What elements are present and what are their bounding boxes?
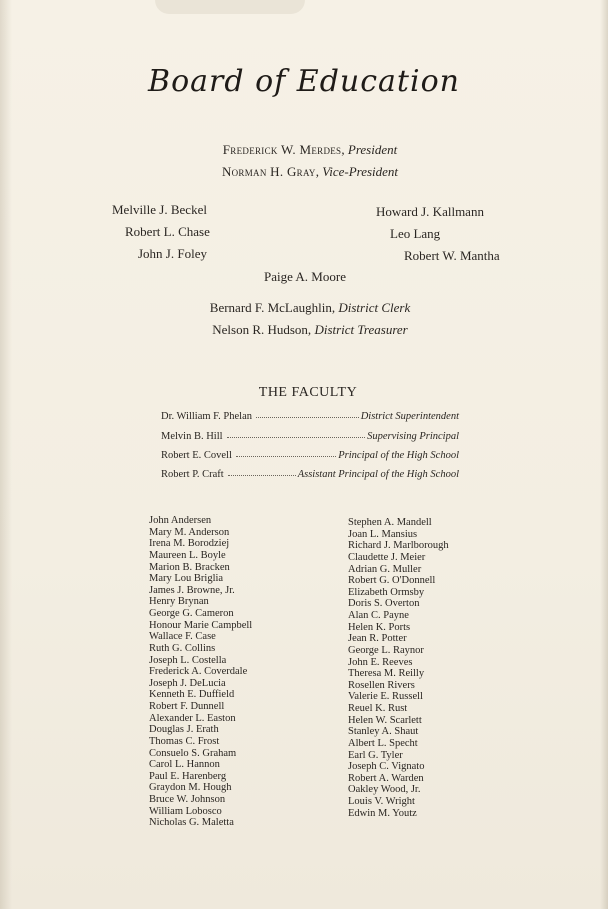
district-treasurer-name: Nelson R. Hudson, [212,322,312,337]
district-clerk-line [0,300,608,316]
faculty-list-right [348,517,449,819]
faculty-member: Stephen A. Mandell [348,517,432,528]
faculty-member: Marion B. Bracken [149,561,230,573]
paper-stain [155,0,305,14]
faculty-member: Douglas J. Erath [149,724,219,736]
faculty-member: Valerie E. Russell [348,691,423,703]
faculty-member: Claudette J. Meier [348,551,426,563]
admin-row [161,411,459,422]
admin-role: District Superintendent [360,411,459,422]
faculty-member: Joseph J. DeLucia [149,677,226,689]
leader-dots [228,469,296,476]
faculty-member: Oakley Wood, Jr. [348,784,421,796]
faculty-member: Graydon M. Hough [149,782,232,794]
faculty-member: Irena M. Borodziej [149,538,230,550]
faculty-member: Kenneth E. Duffield [149,689,235,701]
admin-role: Supervising Principal [367,431,459,442]
faculty-member: Carol L. Hannon [149,759,220,771]
admin-row [161,450,459,461]
faculty-member: Ruth G. Collins [149,642,216,654]
faculty-member: Albert L. Specht [348,737,418,749]
faculty-member: Mary Lou Briglia [149,573,224,585]
vice-president-line: Norman H. Gray, Vice-President [221,164,399,179]
faculty-member: Helen W. Scarlett [348,714,422,726]
faculty-member: Louis V. Wright [348,796,415,807]
faculty-member: Robert G. O'Donnell [348,575,436,587]
admin-name: Robert P. Craft [161,469,224,480]
faculty-member: James J. Browne, Jr. [149,584,235,596]
admin-name: Melvin B. Hill [161,431,223,442]
faculty-member: Doris S. Overton [348,598,420,610]
faculty-member: Joan L. Mansius [348,528,418,540]
member-left-1: Melville J. Beckel [112,202,207,217]
faculty-member: Thomas C. Frost [149,735,220,747]
district-treasurer-line [0,322,608,338]
admin-role: Assistant Principal of the High School [297,469,459,480]
president-role: President [347,142,398,157]
member-right-3: Robert W. Mantha [404,248,500,263]
faculty-member: Joseph C. Vignato [348,761,425,773]
faculty-list-left [149,515,252,829]
faculty-member: Theresa M. Reilly [348,668,425,680]
member-right-1: Howard J. Kallmann [376,204,484,219]
admin-name: Dr. William F. Phelan [161,411,252,422]
faculty-member: Joseph L. Costella [149,654,227,666]
faculty-member: Earl G. Tyler [348,749,403,761]
vice-president-role: Vice-President [322,164,399,179]
faculty-member: Nicholas G. Maletta [149,817,234,829]
faculty-member: Wallace F. Case [149,631,216,643]
vice-president-name: Norman H. Gray [221,164,316,179]
member-center: Paige A. Moore [264,269,346,284]
faculty-member: John Andersen [149,515,212,526]
district-treasurer-role: District Treasurer [314,322,408,337]
member-right-2: Leo Lang [390,226,441,241]
page-title: Board of Education [148,64,460,99]
member-left-2: Robert L. Chase [125,224,210,239]
faculty-member: John E. Reeves [348,656,413,668]
faculty-member: William Lobosco [149,805,222,817]
faculty-member: Frederick A. Coverdale [149,666,248,678]
admin-role: Principal of the High School [338,450,459,461]
faculty-member: Adrian G. Muller [348,563,422,575]
faculty-member: George L. Raynor [348,644,424,656]
faculty-member: Honour Marie Campbell [149,619,253,631]
faculty-member: Alexander L. Easton [149,712,236,724]
admin-row [161,431,459,442]
faculty-heading: THE FACULTY [258,385,358,400]
leader-dots [236,450,336,457]
admin-name: Robert E. Covell [161,450,232,461]
leader-dots [256,411,359,418]
leader-dots [227,431,366,438]
faculty-member: George G. Cameron [149,608,234,619]
faculty-member: Rosellen Rivers [348,679,415,691]
faculty-member: Edwin M. Youtz [348,807,417,819]
faculty-member: Consuelo S. Graham [149,747,237,759]
faculty-member: Robert F. Dunnell [149,701,225,712]
admin-row [161,469,459,480]
faculty-member: Robert A. Warden [348,772,424,784]
faculty-member: Stanley A. Shaut [348,726,419,738]
president-line: Frederick W. Merdes, President [222,142,398,157]
faculty-member: Mary M. Anderson [149,526,230,538]
faculty-member: Richard J. Marlborough [348,540,449,552]
faculty-member: Elizabeth Ormsby [348,586,425,598]
faculty-member: Reuel K. Rust [348,703,408,714]
member-left-3: John J. Foley [138,246,207,261]
faculty-member: Maureen L. Boyle [149,549,226,561]
faculty-member: Bruce W. Johnson [149,794,226,805]
faculty-member: Helen K. Ports [348,621,411,633]
faculty-member: Paul E. Harenberg [149,770,227,782]
faculty-member: Jean R. Potter [348,633,407,645]
district-clerk-role: District Clerk [338,300,411,315]
president-name: Frederick W. Merdes [222,142,342,157]
faculty-member: Alan C. Payne [348,610,409,621]
district-clerk-name: Bernard F. McLaughlin, [209,300,336,315]
faculty-member: Henry Brynan [149,596,209,608]
